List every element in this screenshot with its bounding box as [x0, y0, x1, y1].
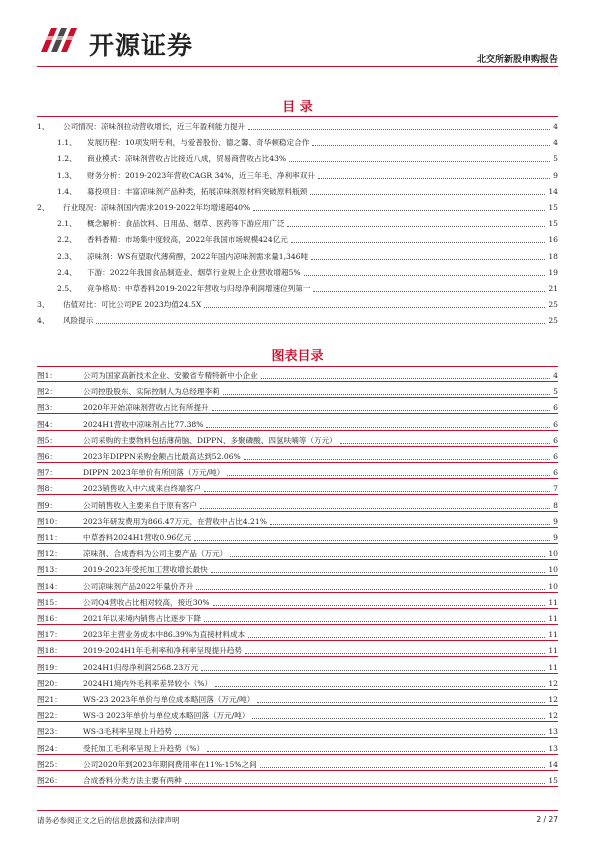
leader-dots [318, 178, 550, 179]
entry-page: 6 [553, 403, 558, 413]
figure-entry[interactable] [37, 675, 558, 690]
figure-entry[interactable] [37, 561, 558, 576]
entry-page: 15 [548, 203, 558, 212]
leader-dots [204, 307, 545, 308]
header-divider [37, 66, 558, 67]
figure-entry[interactable] [37, 691, 558, 706]
leader-dots [194, 540, 550, 541]
leader-dots [291, 242, 545, 243]
entry-number: 1.4、 [57, 186, 77, 196]
entry-number: 图26： [37, 776, 62, 785]
entry-page: 5 [553, 387, 558, 397]
kaiyuan-logo-icon [37, 22, 83, 58]
leader-dots [175, 734, 545, 735]
entry-number: 图22： [37, 711, 62, 721]
entry-title: 风险提示 [63, 316, 94, 326]
figure-entry[interactable] [37, 529, 558, 544]
leader-dots [270, 524, 550, 525]
entry-page: 12 [548, 678, 558, 688]
leader-dots [207, 751, 545, 752]
toc-entry[interactable] [37, 296, 558, 310]
toc-entry[interactable] [37, 280, 558, 294]
leader-dots [204, 621, 545, 622]
entry-page: 18 [548, 251, 558, 261]
entry-title: DIPPN 2023年单价有所回落（万元/吨） [83, 468, 225, 478]
entry-title: 香料香精：市场集中度较高，2022年我国市场规模424亿元 [87, 235, 288, 245]
entry-title: 凉味剂：WS有望取代薄荷醇，2022年国内凉味剂需求量1,346吨 [87, 251, 309, 261]
entry-page: 7 [553, 484, 558, 494]
toc-entry[interactable] [37, 118, 558, 132]
leader-dots [211, 572, 546, 573]
footer-divider [37, 810, 558, 811]
toc-title: 目 录 [282, 100, 313, 115]
entry-page: 9 [553, 533, 558, 542]
entry-page: 14 [548, 759, 558, 769]
entry-number: 图8： [37, 484, 58, 494]
entry-page: 4 [553, 371, 558, 380]
toc-entry[interactable] [37, 231, 558, 245]
leader-dots [230, 556, 545, 557]
entry-number: 图5： [37, 435, 58, 445]
entry-title: 2021年以来境内销售占比逐步下降 [83, 614, 202, 623]
entry-page: 10 [548, 565, 558, 575]
entry-title: 公司情况：凉味剂拉动营收增长，近三年盈利能力提升 [63, 122, 246, 131]
entry-title: 行业现况：凉味剂国内需求2019-2022年均增速超40% [63, 203, 251, 212]
leader-dots [227, 475, 550, 476]
entry-page: 11 [548, 646, 558, 656]
leader-dots [261, 378, 551, 379]
leader-dots [201, 670, 545, 671]
entry-number: 图1： [37, 371, 58, 380]
entry-page: 25 [548, 316, 558, 326]
entry-page: 11 [548, 630, 558, 640]
toc-entry[interactable] [37, 312, 558, 326]
entry-page: 6 [553, 419, 558, 429]
entry-number: 图18： [37, 646, 62, 656]
toc-entry[interactable] [37, 167, 558, 181]
entry-title: 公司凉味剂产品2022年量价齐升 [83, 581, 194, 591]
entry-number: 图4： [37, 419, 58, 429]
leader-dots [248, 129, 550, 130]
entry-title: 公司采购的主要物料包括薄荷脑、DIPPN、多聚磷酸、四氢呋喃等（万元） [83, 435, 337, 445]
entry-page: 10 [548, 581, 558, 591]
leader-dots [313, 291, 545, 292]
leader-dots [200, 508, 550, 509]
entry-title: 2024H1归母净利润2568.23万元 [83, 662, 199, 672]
entry-number: 2.3、 [57, 251, 77, 261]
entry-title: 凉味剂、合成香料为公司主要产品（万元） [83, 549, 228, 559]
entry-title: 受托加工毛利率呈现上升趋势（%） [83, 743, 205, 753]
page-number: 2 / 27 [536, 815, 558, 824]
entry-title: 发展历程：10项发明专利，与爱普股份、德之馨、奇华顿稳定合作 [87, 138, 310, 148]
entry-page: 19 [548, 267, 558, 277]
entry-title: 公司销售收入主要来自于原有客户 [83, 500, 197, 510]
leader-dots [260, 767, 546, 768]
entry-page: 8 [553, 500, 558, 510]
entry-page: 15 [548, 776, 558, 785]
entry-number: 图20： [37, 678, 62, 688]
figure-entry[interactable] [37, 723, 558, 738]
entry-page: 14 [548, 186, 558, 196]
leader-dots [96, 323, 545, 324]
figure-entry[interactable] [37, 464, 558, 479]
leader-dots [252, 718, 545, 719]
leader-dots [204, 491, 550, 492]
entry-number: 1、 [37, 122, 50, 131]
toc-entry[interactable] [37, 264, 558, 278]
entry-number: 2.1、 [57, 219, 77, 229]
entry-number: 图10： [37, 516, 62, 526]
entry-number: 2.2、 [57, 235, 77, 245]
entry-title: 概念解析：食品饮料、日用品、烟草、医药等下游应用广泛 [87, 219, 285, 229]
figure-entry[interactable] [37, 659, 558, 674]
leader-dots [223, 394, 550, 395]
figure-entry[interactable] [37, 626, 558, 641]
entry-number: 图11： [37, 533, 62, 542]
toc-entry[interactable] [37, 183, 558, 197]
leader-dots [311, 259, 545, 260]
entry-title: 合成香料分类方法主要有两种 [83, 776, 182, 785]
leader-dots [244, 459, 550, 460]
entry-page: 4 [553, 122, 558, 131]
toc-entry[interactable] [37, 199, 558, 213]
entry-number: 图14： [37, 581, 62, 591]
entry-title: 估值对比：可比公司PE 2023均值24.5X [63, 300, 202, 310]
entry-title: 财务分析：2019-2023年营收CAGR 34%，近三年毛、净利率双升 [87, 170, 315, 180]
entry-number: 图6： [37, 452, 58, 461]
entry-page: 13 [548, 743, 558, 753]
toc-entry[interactable] [37, 150, 558, 164]
toc-title-divider [37, 116, 558, 117]
leader-dots [253, 210, 545, 211]
entry-page: 4 [553, 138, 558, 148]
entry-number: 图3： [37, 403, 58, 413]
entry-page: 21 [548, 284, 558, 293]
entry-page: 12 [548, 695, 558, 704]
figure-entry[interactable] [37, 594, 558, 609]
entry-title: 募投项目：丰富凉味剂产品种类，拓展凉味剂原材料突破原料瓶颈 [87, 186, 308, 196]
leader-dots [289, 161, 550, 162]
entry-number: 图13： [37, 565, 62, 575]
entry-title: 公司Q4营收占比相对较高，接近30% [83, 597, 210, 607]
leader-dots [304, 275, 546, 276]
figure-entry[interactable] [37, 772, 558, 787]
entry-page: 6 [553, 468, 558, 478]
entry-title: 2023年主营业务成本中86.39%为直接材料成本 [83, 630, 246, 640]
entry-title: 公司2020年到2023年期间费用率在11%-15%之间 [83, 759, 257, 769]
entry-number: 图21： [37, 695, 62, 704]
entry-page: 12 [548, 711, 558, 721]
leader-dots [310, 194, 545, 195]
entry-title: WS-23 2023年单价与单位成本略回落（万元/吨） [83, 695, 255, 704]
entry-number: 图23： [37, 727, 62, 737]
entry-page: 9 [553, 516, 558, 526]
entry-title: WS-3 2023年单价与单位成本略回落（万元/吨） [83, 711, 250, 721]
entry-title: 公司为国家高新技术企业、安徽省专精特新中小企业 [83, 371, 258, 380]
entry-title: 2019-2024H1年毛利率和净利率呈现提升趋势 [83, 646, 242, 656]
figure-entry[interactable] [37, 416, 558, 431]
entry-number: 图16： [37, 614, 62, 623]
entry-title: 2023年DIPPN采购金额占比最高达到52.06% [83, 452, 241, 461]
entry-number: 1.3、 [57, 170, 77, 180]
entry-number: 1.2、 [57, 154, 77, 164]
figure-entry[interactable] [37, 367, 558, 382]
entry-page: 25 [548, 300, 558, 310]
leader-dots [196, 589, 545, 590]
entry-page: 16 [548, 235, 558, 245]
entry-page: 5 [553, 154, 558, 164]
toc-entry[interactable] [37, 248, 558, 262]
leader-dots [245, 653, 545, 654]
entry-title: 2024H1营收中凉味剂占比77.38% [83, 419, 204, 429]
entry-title: 2019-2023年受托加工营收增长最快 [83, 565, 208, 575]
entry-title: 2023销售收入中六成来自终端客户 [83, 484, 202, 494]
entry-page: 10 [548, 549, 558, 559]
leader-dots [206, 427, 550, 428]
leader-dots [287, 226, 545, 227]
entry-title: 2023年研发费用为866.47万元，在营收中占比4.21% [83, 516, 267, 526]
entry-number: 图7： [37, 468, 58, 478]
page-header [37, 18, 558, 64]
brand-name: 开源证券 [89, 31, 194, 60]
toc-entry[interactable] [37, 215, 558, 229]
entry-number: 2.4、 [57, 267, 77, 277]
figure-entry[interactable] [37, 740, 558, 755]
figure-entry[interactable] [37, 578, 558, 593]
figure-entry[interactable] [37, 383, 558, 398]
leader-dots [212, 410, 551, 411]
entry-title: 商业模式：凉味剂营收占比接近八成，贸易商营收占比43% [87, 154, 287, 164]
entry-title: 下游：2022年我国食品制造业、烟草行业规上企业营收增超5% [87, 267, 301, 277]
entry-page: 11 [548, 614, 558, 623]
figure-entry[interactable] [37, 545, 558, 560]
figure-entry[interactable] [37, 497, 558, 512]
footer-disclaimer: 请务必参阅正文之后的信息披露和法律声明 [37, 816, 180, 825]
entry-number: 图25： [37, 759, 62, 769]
leader-dots [215, 686, 545, 687]
report-type: 北交所新股申购报告 [476, 55, 558, 65]
entry-page: 15 [548, 219, 558, 229]
entry-page: 6 [553, 452, 558, 461]
entry-number: 图9： [37, 500, 58, 510]
entry-number: 图19： [37, 662, 62, 672]
entry-title: 2020年开始凉味剂营收占比有所提升 [83, 403, 209, 413]
figure-entry[interactable] [37, 399, 558, 414]
entry-page: 9 [553, 170, 558, 180]
entry-page: 11 [548, 597, 558, 607]
figure-entry[interactable] [37, 707, 558, 722]
entry-title: 中草香料2024H1营收0.96亿元 [83, 533, 192, 542]
entry-number: 4、 [37, 316, 50, 326]
entry-title: 竞争格局：中草香料2019-2022年营收与归母净利润增速位列第一 [87, 284, 311, 293]
entry-page: 11 [548, 662, 558, 672]
figure-entry[interactable] [37, 610, 558, 625]
toc-entry[interactable] [37, 134, 558, 148]
entry-number: 图17： [37, 630, 62, 640]
entry-number: 3、 [37, 300, 50, 310]
figure-entry[interactable] [37, 432, 558, 447]
entry-title: 2024H1境内外毛利率差异较小（%） [83, 678, 213, 688]
entry-number: 图12： [37, 549, 62, 559]
entry-number: 2、 [37, 203, 50, 212]
figure-entry[interactable] [37, 642, 558, 657]
figure-entry[interactable] [37, 480, 558, 495]
figure-entry[interactable] [37, 756, 558, 771]
leader-dots [248, 637, 545, 638]
leader-dots [213, 605, 546, 606]
entry-number: 1.1、 [57, 138, 77, 148]
entry-title: 公司控股股东、实际控制人为总经理李莉 [83, 387, 220, 397]
leader-dots [185, 783, 546, 784]
leader-dots [340, 443, 550, 444]
entry-number: 2.5、 [57, 284, 77, 293]
entry-number: 图2： [37, 387, 58, 397]
leader-dots [312, 145, 550, 146]
entry-number: 图24： [37, 743, 62, 753]
figures-title: 图表目录 [271, 349, 324, 364]
entry-title: WS-3毛利率呈现上升趋势 [83, 727, 173, 737]
entry-page: 6 [553, 435, 558, 445]
leader-dots [257, 702, 545, 703]
entry-page: 13 [548, 727, 558, 737]
entry-number: 图15： [37, 597, 62, 607]
figure-entry[interactable] [37, 513, 558, 528]
figure-entry[interactable] [37, 448, 558, 463]
